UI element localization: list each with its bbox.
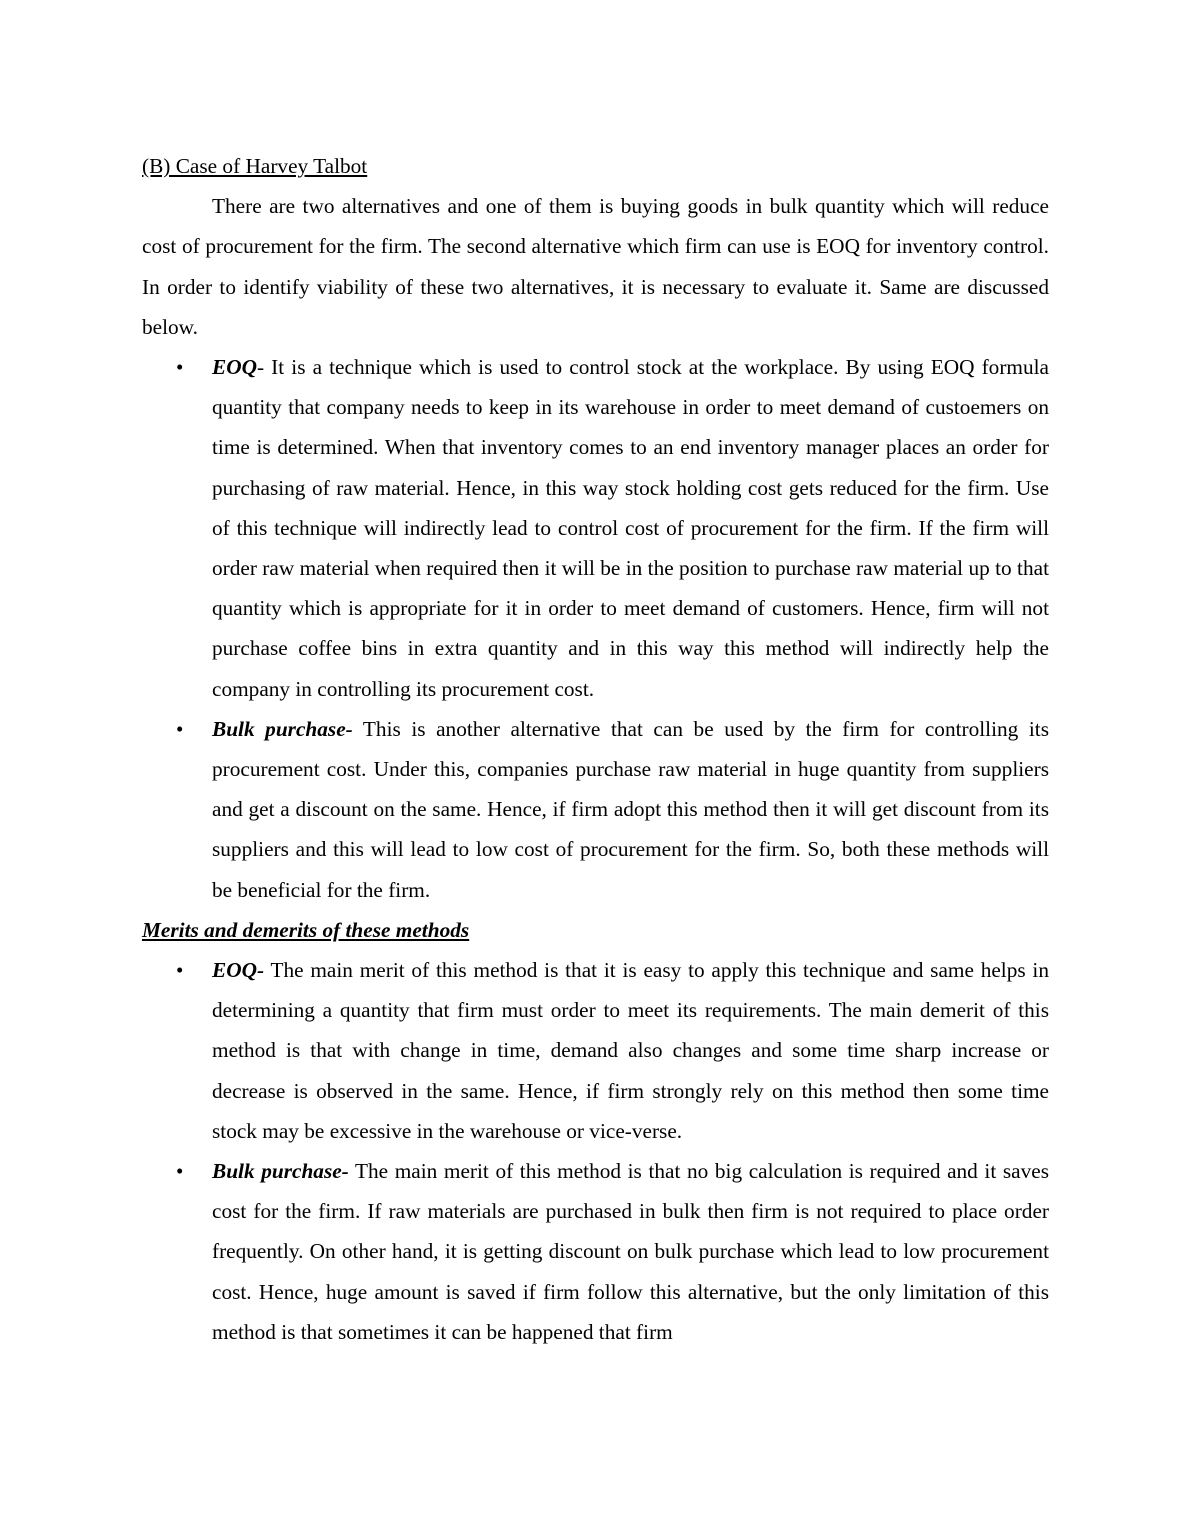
list-item (176, 1151, 1049, 1352)
item-text: This is another alternative that can be used by the firm for controlling its procurement cost. Under this, companies purchase raw material in huge quantity from suppliers and get a discount on the same. Hence, if firm adopt this method then it will get discount from its suppliers and this will lead to low cost of procurement for the firm. So, both these methods will be beneficial for the firm. (212, 716, 1049, 902)
bullet-icon: • (176, 958, 184, 983)
term-suffix: - (256, 355, 265, 380)
section-title: (B) Case of Harvey Talbot (142, 154, 368, 178)
document-page (142, 146, 1049, 1352)
bullet-icon: • (176, 355, 184, 380)
item-text: The main merit of this method is that it is easy to apply this technique and same helps in determining a quantity that firm must order to meet its requirements. The main demerit of this method is that with change in time, demand also changes and some time sharp increase or decrease is observed in the same. Hence, if firm strongly rely on this method then some time stock may be excessive in the warehouse or vice-verse. (212, 958, 1049, 1143)
list-item (176, 709, 1049, 910)
term-label: EOQ (212, 355, 257, 380)
list-item (176, 950, 1049, 1151)
item-text: The main merit of this method is that no big calculation is required and it saves cost for the firm. If raw materials are purchased in bulk then firm is not required to place order frequently. On other hand, it is getting discount on bulk purchase which lead to low procurement cost. Hence, huge amount is saved if firm follow this alternative, but the only limitation of this method is that sometimes it can be happened that firm (212, 1159, 1049, 1344)
item-text: It is a technique which is used to control stock at the workplace. By using EOQ formula quantity that company needs to keep in its warehouse in order to meet demand of custoemers on time is determined. When that inventory comes to an end inventory manager places an order for purchasing of raw material. Hence, in this way stock holding cost gets reduced for the firm. Use of this technique will indirectly lead to control cost of procurement for the firm. If the firm will order raw material when required then it will be in the position to purchase raw material up to that quantity which is appropriate for it in order to meet demand of customers. Hence, firm will not purchase coffee bins in extra quantity and in this way this method will indirectly help the company in controlling its procurement cost. (212, 355, 1049, 701)
merits-heading: Merits and demerits of these methods (142, 917, 470, 942)
list-item (176, 347, 1049, 709)
merits-list (142, 950, 1049, 1352)
intro-paragraph: There are two alternatives and one of them is buying goods in bulk quantity which will reduce cost of procurement for the firm. The second alternative which firm can use is EOQ for inventory control. In order to identify viability of these two alternatives, it is necessary to evaluate it. Same are discussed below. (142, 194, 1049, 339)
term-label: EOQ- (212, 958, 265, 983)
bullet-icon: • (176, 716, 184, 741)
term-label: Bulk purchase- (212, 716, 353, 741)
alternatives-list (142, 347, 1049, 910)
term-label: Bulk purchase- (212, 1159, 349, 1184)
bullet-icon: • (176, 1159, 184, 1184)
